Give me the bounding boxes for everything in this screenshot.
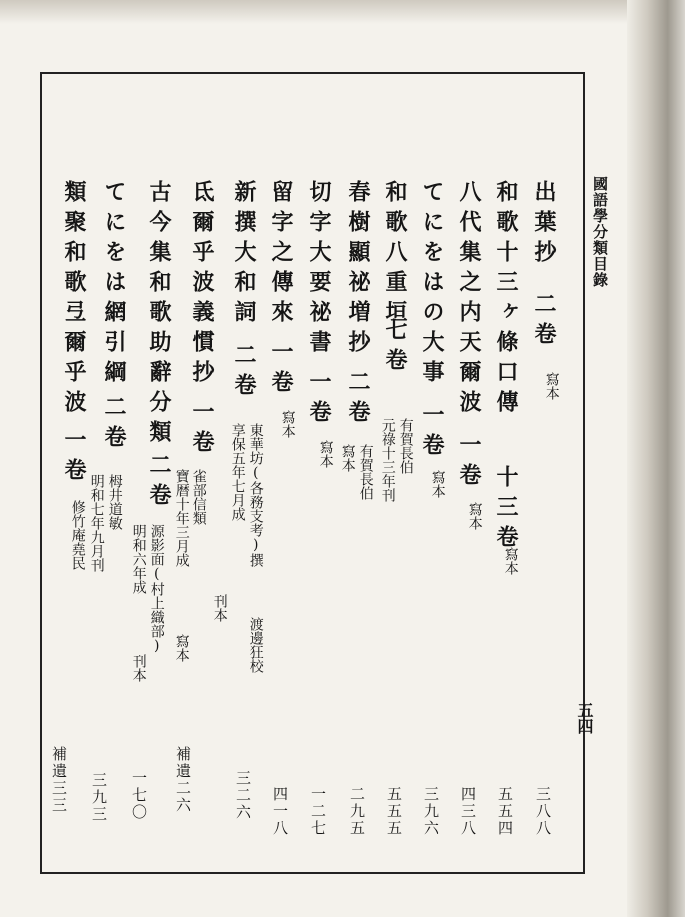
entry-title: 新撰大和詞 [231, 180, 257, 330]
entry-page: 一七〇 [130, 770, 148, 821]
entry-volume: 七卷 [382, 318, 408, 378]
entry-note-status: 寫本 [173, 634, 190, 662]
entry-page: 三九六 [422, 786, 440, 837]
entry-note-status: 寫本 [339, 444, 356, 472]
entry-note-author: 源影面(村上織部) [148, 524, 165, 654]
entry-page: 四一八 [271, 786, 289, 837]
entry-volume: 二卷 [101, 395, 127, 455]
entry-page: 五五四 [496, 786, 514, 837]
entry-volume: 二卷 [146, 453, 172, 513]
entry-volume: 一卷 [268, 340, 294, 400]
entry-volume: 一卷 [189, 400, 215, 460]
entry-volume: 二卷 [231, 343, 257, 403]
entry-page: 三八八 [534, 786, 552, 837]
entry-note-author: 雀部信類 [190, 469, 207, 525]
entry-title: 春樹顯祕増抄 [345, 180, 371, 360]
entry-note: 寫本 [543, 372, 560, 400]
entry-title: 和歌八重垣 [382, 180, 408, 330]
page-binding-edge [627, 0, 685, 917]
entry-page: 補遺二六 [174, 746, 192, 814]
entry-note-status: 刊本 [130, 654, 147, 682]
entry-note-date: 享保五年七月成 [229, 423, 246, 521]
running-header: 國語學分類目錄 [591, 176, 609, 288]
entry-page: 三二六 [234, 770, 252, 821]
entry-volume: 十三卷 [493, 465, 519, 555]
entry-note-author: 栂井道敏 [106, 474, 123, 530]
entry-note: 寫本 [317, 440, 334, 468]
entry-volume: 一卷 [61, 428, 87, 488]
entry-title: 氐爾乎波義慣抄 [189, 180, 215, 390]
entry-volume: 一卷 [419, 403, 445, 463]
entry-title: てにをは網引綱 [101, 180, 127, 390]
entry-title: 和歌十三ヶ條口傳 [493, 180, 519, 420]
entry-title: 切字大要祕書 [306, 180, 332, 360]
entry-page: 三九三 [90, 772, 108, 823]
entry-note-date: 明和六年成 [130, 524, 147, 594]
entry-note: 寫本 [502, 547, 519, 575]
entry-page: 五五五 [385, 786, 403, 837]
entry-volume: 二卷 [531, 292, 557, 352]
entry-volume: 二卷 [345, 370, 371, 430]
entry-volume: 一卷 [306, 370, 332, 430]
entry-page: 一二七 [309, 786, 327, 837]
entry-volume: 一卷 [456, 433, 482, 493]
entry-page: 四三八 [459, 786, 477, 837]
page-number: 五四 [575, 702, 594, 734]
entry-title: 出葉抄 [531, 180, 557, 270]
entry-title: 八代集之内天爾波 [456, 180, 482, 420]
entry-title: 古今集和歌助辭分類 [146, 180, 172, 450]
entry-note-date: 明和七年九月刊 [88, 474, 105, 572]
entry-note-status: 刊本 [211, 594, 228, 622]
entry-note: 寫本 [429, 470, 446, 498]
entry-title: 留字之傳來 [268, 180, 294, 330]
entry-note-collation: 渡邊狂校 [247, 617, 264, 673]
entry-page: 補遺三三 [50, 746, 68, 814]
page-top-shadow [0, 0, 685, 24]
entry-title: てにをはの大事 [419, 180, 445, 390]
entry-note: 寫本 [279, 410, 296, 438]
entry-page: 二九五 [348, 786, 366, 837]
entry-note-date: 寶暦十年三月成 [173, 469, 190, 567]
entry-note: 修竹庵堯民 [69, 500, 86, 570]
entry-title: 類聚和歌弖爾乎波 [61, 180, 87, 420]
entry-note: 寫本 [466, 502, 483, 530]
entry-note-author: 有賀長伯 [397, 418, 414, 474]
entry-note-date: 元祿十三年刊 [379, 418, 396, 502]
entry-note-author: 有賀長伯 [357, 444, 374, 500]
entry-note-author: 東華坊(各務支考)撰 [247, 423, 264, 567]
